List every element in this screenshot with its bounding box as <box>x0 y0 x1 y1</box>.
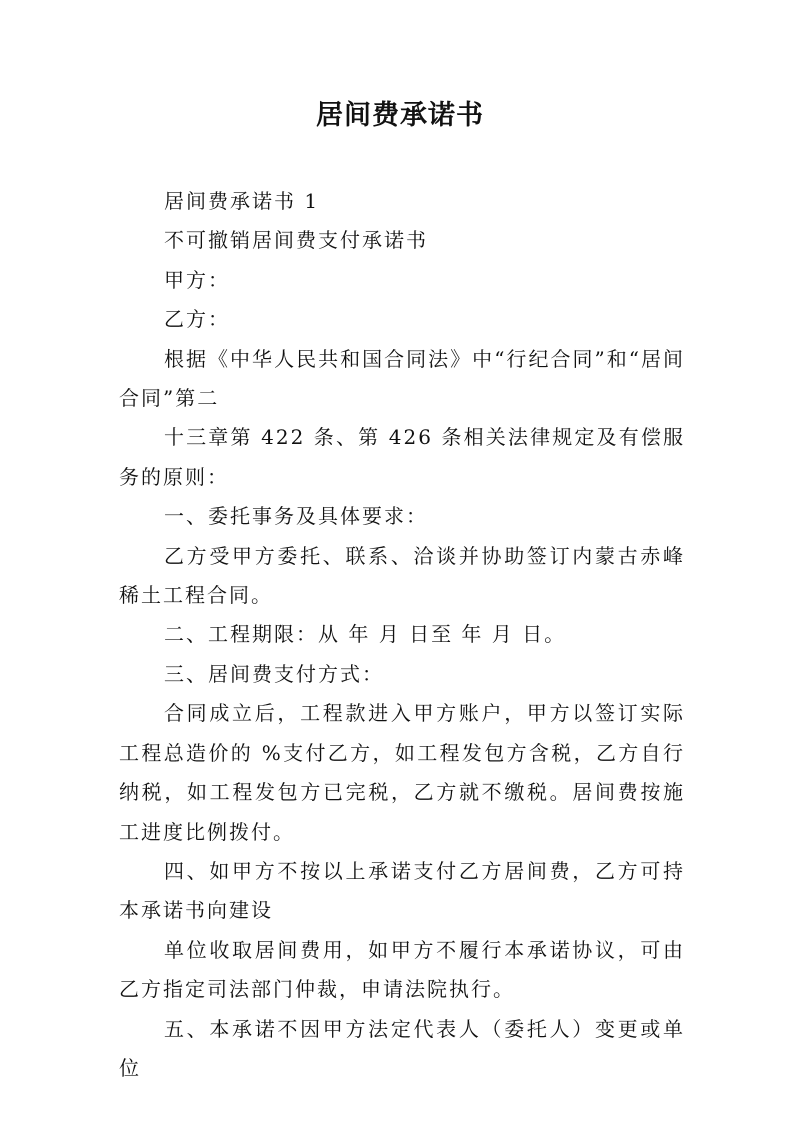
paragraph-section-4: 四、如甲方不按以上承诺支付乙方居间费，乙方可持本承诺书向建设 <box>119 858 685 923</box>
paragraph-section-1: 一、委托事务及具体要求： <box>164 504 428 529</box>
paragraph-legal-basis-cont: 十三章第 422 条、第 426 条相关法律规定及有偿服务的原则： <box>119 425 685 489</box>
paragraph-section-5: 五、本承诺不因甲方法定代表人（委托人）变更或单位 <box>119 1016 685 1080</box>
paragraph-section-4-body: 单位收取居间费用，如甲方不履行本承诺协议，可由乙方指定司法部门仲裁，申请法院执行。 <box>119 937 685 1002</box>
document-title: 居间费承诺书 <box>316 100 484 131</box>
document-body <box>119 182 685 1088</box>
paragraph-section-1-body: 乙方受甲方委托、联系、洽谈并协助签订内蒙古赤峰稀土工程合同。 <box>119 543 685 608</box>
paragraph-section-3-body: 合同成立后，工程款进入甲方账户，甲方以签订实际工程总造价的 %支付乙方，如工程发包方含税，乙方自行纳税，如工程发包方已完税，乙方就不缴税。居间费按施工进度比例拨付。 <box>119 701 685 844</box>
paragraph-party-a: 甲方： <box>164 267 230 292</box>
paragraph-legal-basis: 根据《中华人民共和国合同法》中“行纪合同”和“居间合同”第二 <box>119 346 685 411</box>
paragraph-section-3: 三、居间费支付方式： <box>164 661 384 686</box>
paragraph-party-b: 乙方： <box>164 307 230 332</box>
paragraph-section-2: 二、工程期限：从 年 月 日至 年 月 日。 <box>164 622 567 647</box>
paragraph-subtitle: 不可撤销居间费支付承诺书 <box>164 228 428 253</box>
paragraph-heading-1: 居间费承诺书 1 <box>164 189 320 213</box>
